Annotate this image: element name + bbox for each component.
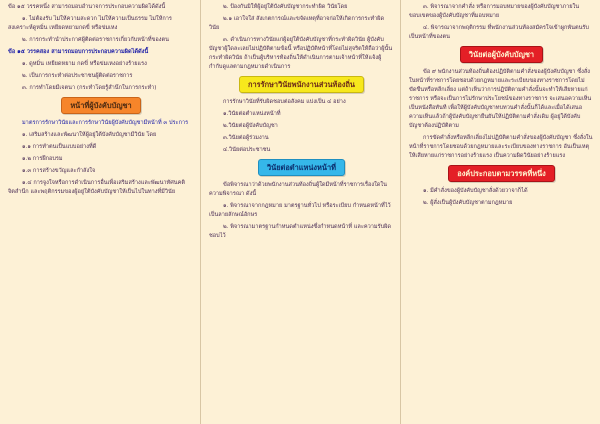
section-banner-local-discipline: การรักษาวินัยพนักงานส่วนท้องถิ่น (239, 76, 364, 93)
list-item: ๑. มีคำสั่งของผู้บังคับบัญชาสั่งด้วยวาจาก็ได้ (423, 188, 528, 194)
paragraph: ๓. ดำเนินการทางวินัยแก่ผู้อยู่ใต้บังคับบัญชาที่กระทำผิดวินัย ผู้บังคับบัญชาผู้ใดละเลยไม่ปฏิบัติตามข้อนี้ หรือปฏิบัติหน้าที่โดยไม่สุจริตให้ถือว่าผู้นั้นกระทำผิดวินัย ถ้าเป็นผู้บริหารท้องถิ่นให้ดำเนินการตามเจ้าหน้าที่ให้แจ้งผู้กำกับดูแลตามกฎหมายดำเนินการ (209, 37, 393, 70)
list-item: ๓.วินัยต่อผู้ร่วมงาน (223, 135, 269, 141)
paragraph: การขัดคำสั่งหรือหลีกเลี่ยงไม่ปฏิบัติตามคำสั่งของผู้บังคับบัญชา ซึ่งสั่งในหน้าที่ราชการโดยชอบด้วยกฎหมายและระเบียบของทางราชการ อันเป็นเหตุให้เสียหายแก่ราชการอย่างร้ายแรง เป็นความผิดวินัยอย่างร้ายแรง (409, 135, 593, 159)
list-item: ๔.วินัยต่อประชาชน (223, 147, 271, 153)
list-item: ๑.๔ การจูงใจหรือการดำเนินการอื่นเพื่อเสริมสร้างและพัฒนาทัศนคติจิตสำนึก และพฤติกรรมของผู้อยู่ใต้บังคับบัญชาให้เป็นไปในทางที่มีวินัย (8, 180, 185, 195)
paragraph: ข้อ ๑๕ วรรคหนึ่ง สามารถมอบอำนาจการประกอบความผิดได้ดังนี้ (8, 4, 166, 10)
list-item: ๒.วินัยต่อผู้บังคับบัญชา (223, 123, 278, 129)
paragraph: มาตรการรักษาวินัยและการรักษาวินัยผู้บังคับบัญชามีหน้าที่ ๓ ประการ (22, 120, 189, 126)
list-item: ๑.วินัยต่อตำแหน่งหน้าที่ (223, 111, 281, 117)
highlighted-heading: ข้อ ๑๕ วรรคสอง สามารถมอบการประกอบความผิดได้ดังนี้ (8, 49, 149, 55)
section-banner-elements: องค์ประกอบตามวรรคที่หนึ่ง (448, 165, 555, 182)
list-item: ๒. ผู้สั่งเป็นผู้บังคับบัญชาตามกฎหมาย (423, 200, 513, 206)
list-item: ๒. พิจารณามาตรฐานกำหนดตำแหน่งซึ่งกำหนดหน้าที่ และความรับผิดชอบไว้ (209, 224, 392, 239)
middle-column (200, 0, 400, 424)
list-item: ๑.๒ การฝึกอบรม (22, 156, 63, 162)
right-column (400, 0, 600, 424)
list-item: ๑.๓ การสร้างขวัญและกำลังใจ (22, 168, 96, 174)
list-item: ๓. พิจารณาจากคำสั่ง หรือการมอบหมายของผู้บังคับบัญชาภายในขอบเขตของผู้บังคับบัญชาที่มอบหมาย (409, 4, 580, 19)
list-item: ๑. พิจารณาจากกฎหมาย มาตรฐานทั่วไป หรือระเบียบ กำหนดหน้าที่ไว้เป็นลายลักษณ์อักษร (209, 203, 391, 218)
section-banner-discipline-to-supervisor: วินัยต่อผู้บังคับบัญชา (460, 46, 543, 63)
section-banner-position-duty: วินัยต่อตำแหน่งหน้าที่ (258, 159, 345, 176)
paragraph: ข้อพิจารณาว่าด้วยพนักงานส่วนท้องถิ่นผู้ใดมีหน้าที่ราชการเรื่องใดในความพิจารณา ดังนี้ (209, 182, 387, 197)
paragraph: การรักษาวินัยที่รับผิดชอบต่อสังคม แบ่งเป็น ๔ อย่าง (223, 99, 346, 105)
list-item: ๑.๑ การทำตนเป็นแบบอย่างที่ดี (22, 144, 97, 150)
paragraph: ๒. ป้องกันมิให้ผู้อยู่ใต้บังคับบัญชากระทำผิด วินัยโดย (223, 4, 348, 10)
left-column (0, 0, 200, 424)
list-item: ๑. ดูหมิ่น เหยียดหยาม กดขี่ หรือข่มเหงอย่างร้ายแรง (22, 61, 147, 67)
list-item: ๒. การกระทำนำประกาศผู้ติดต่อราชการเกี่ยวกับหน้าที่ของตน (22, 37, 169, 43)
paragraph: ข้อ ๙ พนักงานส่วนท้องถิ่นต้องปฏิบัติตามคำสั่งของผู้บังคับบัญชา ซึ่งสั่งในหน้าที่ราชการโดยชอบด้วยกฎหมายและระเบียบของทางราชการโดยไม่ขัดขืนหรือหลีกเลี่ยง แต่ถ้าเห็นว่าการปฏิบัติตามคำสั่งนั้นจะทำให้เสียหายแก่ราชการ หรือจะเป็นการไม่รักษาประโยชน์ของทางราชการ จะเสนอความเห็นเป็นหนังสือทันที เพื่อให้ผู้บังคับบัญชาทบทวนคำสั่งนั้นก็ได้และเมื่อได้เสนอความเห็นแล้วถ้าผู้บังคับบัญชายืนยันให้ปฏิบัติตามคำสั่งเดิม ผู้อยู่ใต้บังคับบัญชาต้องปฏิบัติตาม (409, 69, 592, 129)
list-item: ๔. พิจารณาจากพฤติกรรม ที่พนักงานส่วนท้องสมัครใจเข้าผูกพันตนรับเป็นหน้าที่ของตน (409, 25, 589, 40)
list-item: ๒.๑ เอาใจใส่ สังเกตการณ์และขจัดเหตุที่อาจก่อให้เกิดการกระทำผิดวินัย (209, 16, 385, 31)
list-item: ๓. การทำโดยมีเจตนา (กระทำโดยรู้สำนึกในการกระทำ) (22, 85, 157, 91)
list-item: ๑. ไม่ต้องรับ ไม่ให้ความสะดวก ไม่ให้ความเป็นธรรม ไม่ให้การสงเคราะห์ดูหมิ่น เหยียดหยามกดขี่ หรือข่มเหง (8, 16, 172, 31)
paragraph: ๑. เสริมสร้างและพัฒนาให้ผู้อยู่ใต้บังคับบัญชามีวินัย โดย (22, 132, 157, 138)
list-item: ๒. เป็นการกระทำต่อประชาชนผู้ติดต่อราชการ (22, 73, 133, 79)
section-banner-supervisor-duties: หน้าที่ผู้บังคับบัญชา (61, 97, 140, 114)
